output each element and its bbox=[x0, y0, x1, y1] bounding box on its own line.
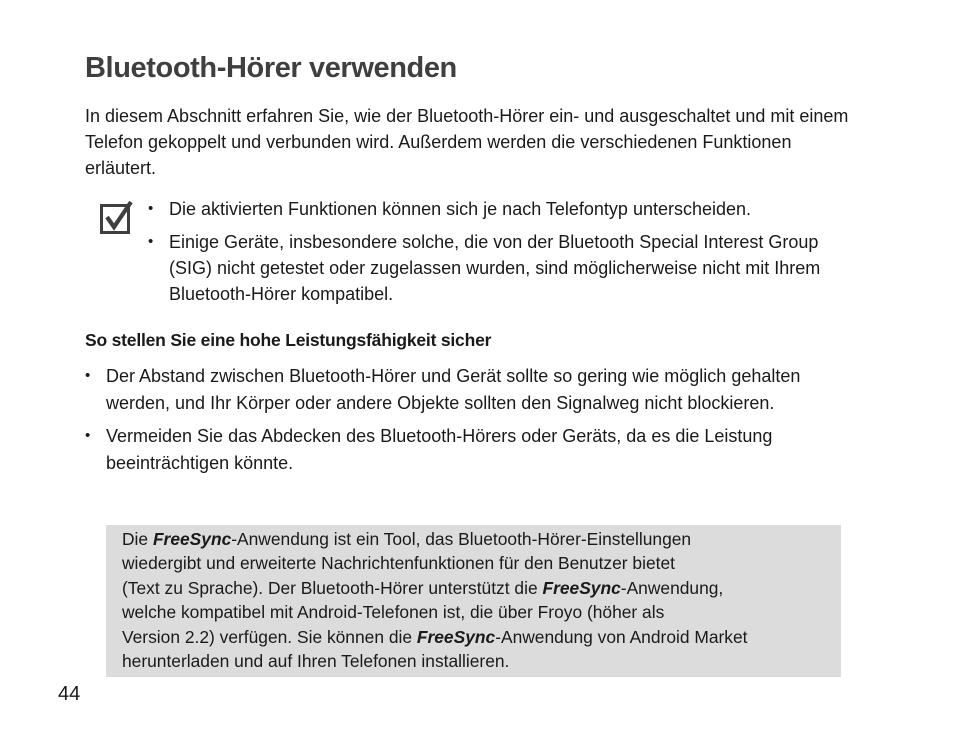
freesync-app-name: FreeSync bbox=[542, 577, 621, 598]
freesync-app-name: FreeSync bbox=[152, 529, 232, 549]
checkbox-note-icon bbox=[100, 200, 134, 234]
info-line: welche kompatibel mit Android-Telefonen ist, die über Froyo (höher als bbox=[122, 602, 665, 623]
page-number: 44 bbox=[58, 683, 81, 705]
performance-heading: So stellen Sie eine hohe Leistungsfähigkeit sicher bbox=[85, 330, 492, 350]
intro-paragraph: In diesem Abschnitt erfahren Sie, wie der Bluetooth-Hörer ein- und ausgeschaltet und mit einem Telefon gekoppelt und verbunden wird. Außerdem werden die verschiedenen Funktionen erläutert. bbox=[85, 106, 849, 178]
freesync-info-box bbox=[106, 525, 841, 677]
note-list bbox=[148, 196, 848, 314]
performance-item: • Vermeiden Sie das Abdecken des Bluetooth-Hörers oder Geräts, da es die Leistung beeinträchtigen könnte. bbox=[85, 423, 860, 476]
note-item: • Die aktivierten Funktionen können sich je nach Telefontyp unterscheiden. bbox=[148, 196, 848, 222]
performance-item: • Der Abstand zwischen Bluetooth-Hörer und Gerät sollte so gering wie möglich gehalten werden, und Ihr Körper oder andere Objekte sollten den Signalweg nicht blockieren. bbox=[85, 363, 860, 416]
page-title: Bluetooth-Hörer verwenden bbox=[85, 52, 457, 84]
performance-list bbox=[85, 363, 860, 483]
info-line: herunterladen und auf Ihren Telefonen installieren. bbox=[122, 651, 510, 672]
note-item: • Einige Geräte, insbesondere solche, die von der Bluetooth Special Interest Group (SIG) nicht getestet oder zugelassen wurden, sind möglicherweise nicht mit Ihrem Bluetooth-Hörer kompatibel. bbox=[148, 229, 848, 307]
info-line: Die FreeSync-Anwendung ist ein Tool, das Bluetooth-Hörer-Einstellungen bbox=[122, 529, 692, 549]
info-line: Version 2.2) verfügen. Sie können die FreeSync-Anwendung von Android Market bbox=[122, 626, 748, 647]
info-line: (Text zu Sprache). Der Bluetooth-Hörer unterstützt die FreeSync-Anwendung, bbox=[122, 577, 724, 598]
info-line: wiedergibt und erweiterte Nachrichtenfunktionen für den Benutzer bietet bbox=[122, 553, 675, 574]
freesync-app-name: FreeSync bbox=[416, 626, 496, 647]
